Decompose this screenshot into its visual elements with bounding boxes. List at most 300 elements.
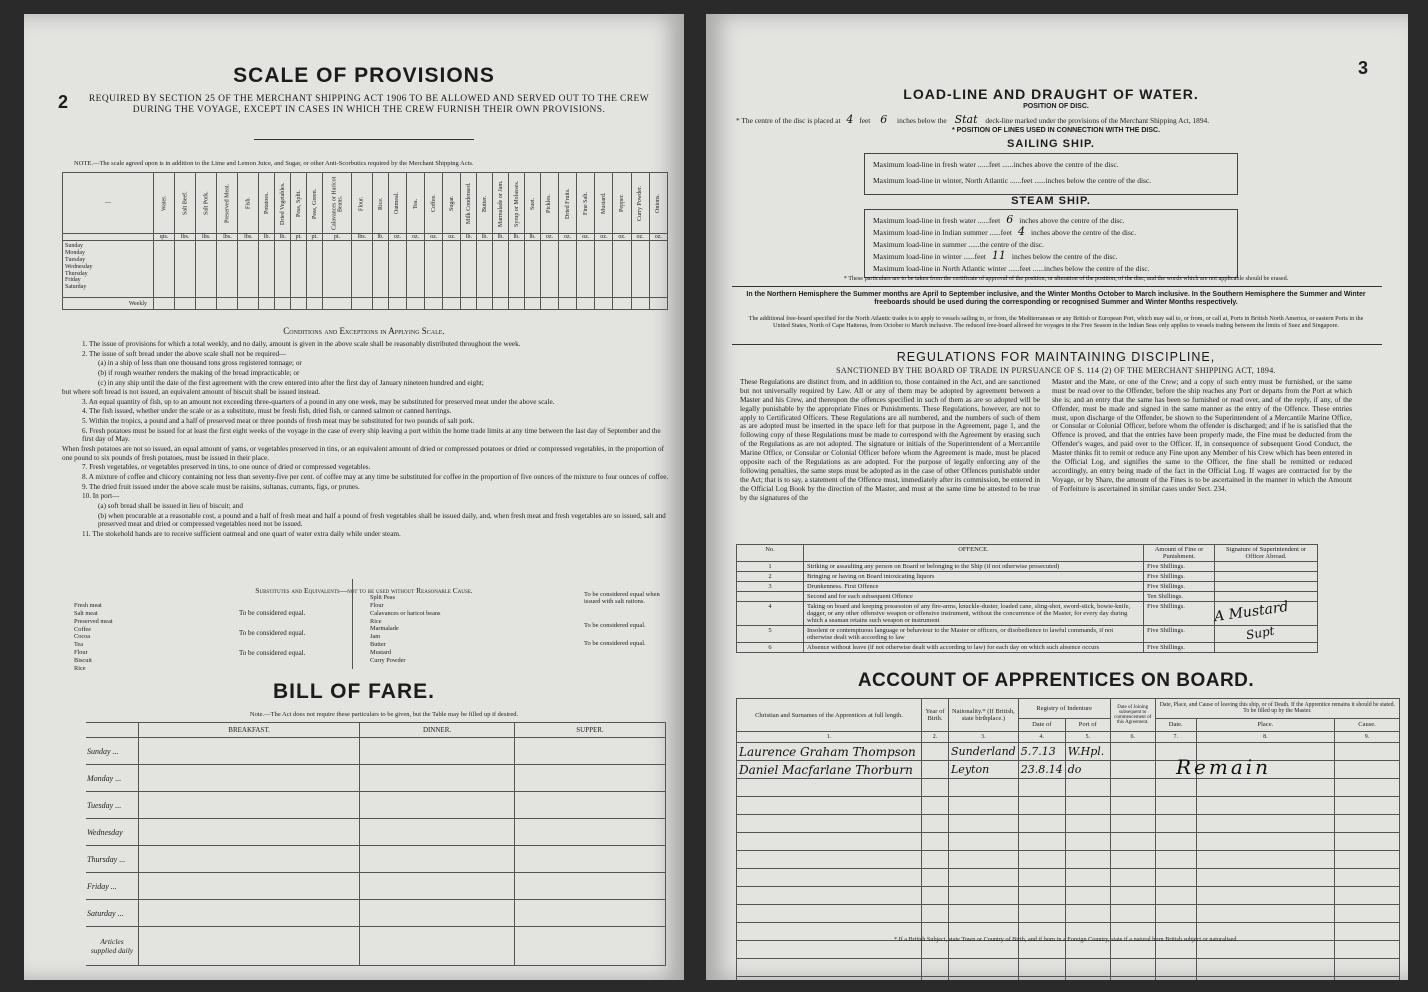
bill-cell[interactable] (360, 738, 515, 765)
provision-column-header: Oatmeal. (388, 173, 406, 234)
condition-item: 5. Within the tropics, a pound and a half of preserved meat or three pounds of fresh meat may be substituted for two pounds of salt pork. (82, 417, 475, 426)
bill-day-label: Monday ... (86, 765, 139, 792)
substitute-item: Preserved meat (74, 617, 113, 625)
apprentice-cell[interactable] (737, 977, 922, 981)
offence-signature-cell (1215, 562, 1318, 572)
apprentice-cell[interactable] (922, 905, 949, 923)
apprentice-cell[interactable] (1335, 959, 1400, 977)
bill-day-label: Wednesday (86, 819, 139, 846)
apprentice-cell[interactable] (737, 869, 922, 887)
apprentice-cell[interactable] (1196, 959, 1334, 977)
apprentice-cell[interactable] (1065, 959, 1110, 977)
bill-of-fare-row (86, 765, 666, 792)
provision-column-header: Flour. (351, 173, 372, 234)
bill-day-label: Thursday ... (86, 846, 139, 873)
apprentice-cell[interactable] (1065, 779, 1110, 797)
bill-day-label: Tuesday ... (86, 792, 139, 819)
provision-day-label: Wednesday (65, 263, 93, 270)
bill-cell[interactable] (514, 846, 665, 873)
apprentice-cell[interactable] (1018, 815, 1065, 833)
provision-unit: pt. (291, 234, 307, 241)
substitute-item: Butter (370, 641, 386, 649)
apprentice-cell[interactable] (737, 851, 922, 869)
appr-reg-date-header: Date of (1018, 718, 1065, 731)
offence-fine: Five Shillings. (1144, 562, 1215, 572)
apprentice-cell[interactable] (1196, 779, 1334, 797)
provision-day-label: Monday (65, 249, 85, 256)
appr-col-number: 7. (1155, 732, 1196, 743)
offence-fine: Five Shillings. (1144, 582, 1215, 592)
apprentice-date: 5.7.13 (1020, 745, 1056, 758)
apprentice-cell[interactable] (1065, 743, 1110, 761)
offence-fine: Five Shillings. (1144, 626, 1215, 643)
scale-of-provisions-title: SCALE OF PROVISIONS (233, 64, 495, 87)
apprentice-cell[interactable] (1335, 905, 1400, 923)
apprentice-cell[interactable] (922, 833, 949, 851)
offence-fine: Five Shillings. (1144, 602, 1215, 626)
apprentice-nationality: Leyton (951, 763, 990, 776)
provision-column-header: Rice. (373, 173, 389, 234)
offence-number: 1 (737, 562, 804, 572)
bill-cell[interactable] (139, 900, 360, 927)
apprentice-cell[interactable] (949, 887, 1019, 905)
apprentice-cell[interactable] (1018, 959, 1065, 977)
bill-cell[interactable] (360, 927, 515, 966)
appr-name-header: Christian and Surnames of the Apprentices at full length. (737, 699, 922, 732)
apprentice-row (737, 959, 1400, 977)
provisions-subtitle: REQUIRED BY SECTION 25 OF THE MERCHANT SHIPPING ACT 1906 TO BE ALLOWED AND SERVED OUT TO THE CREW DURING THE VOYAGE, EXCEPT IN CASES IN WHICH THE CREW FURNISH THEIR OWN PROVISIONS. (88, 94, 650, 115)
offence-fine: Ten Shillings. (1144, 592, 1215, 602)
apprentice-cell[interactable] (1065, 905, 1110, 923)
apprentice-cell[interactable] (737, 797, 922, 815)
apprentice-cell[interactable] (1196, 833, 1334, 851)
provision-column-header: Salt Beef. (175, 173, 196, 234)
offence-row (737, 626, 1318, 643)
page-number-left: 2 (58, 92, 69, 112)
apprentice-cell[interactable] (1155, 959, 1196, 977)
condition-item: 3. An equal quantity of fish, up to an amount not exceeding three-quarters of a pound in any one week, may be substituted for preserved meat under the above scale. (82, 397, 555, 406)
apprentice-cell[interactable] (1155, 833, 1196, 851)
apprentice-cell[interactable] (1110, 905, 1155, 923)
provision-unit: oz. (559, 234, 577, 241)
meal-supper-header: SUPPER. (514, 723, 665, 738)
apprentice-cell[interactable] (1110, 761, 1155, 779)
condition-item: 2. The issue of soft bread under the above scale shall not be required— (82, 349, 287, 358)
apprentice-cell[interactable] (737, 779, 922, 797)
provision-unit: oz. (595, 234, 613, 241)
apprentice-cell[interactable] (1065, 887, 1110, 905)
provision-unit: lb. (477, 234, 493, 241)
provision-day-label: Friday (65, 277, 81, 284)
provision-unit: lb. (525, 234, 541, 241)
provision-day-label: Sunday (65, 243, 83, 249)
apprentice-cell[interactable] (922, 797, 949, 815)
lines-position-label: * POSITION OF LINES USED IN CONNECTION WITH THE DISC. (951, 127, 1161, 134)
steam-loadline-row: Maximum load-line in summer ......the centre of the disc. (873, 240, 1044, 249)
condition-item: but where soft bread is not issued, an equivalent amount of biscuit shall be issued instead. (62, 388, 321, 397)
bill-day-label: Saturday ... (86, 900, 139, 927)
offence-signature-cell (1215, 592, 1318, 602)
offence-text: Drunkenness. First Offence (804, 582, 1144, 592)
apprentice-cell[interactable] (1155, 815, 1196, 833)
apprentice-cell[interactable] (1110, 797, 1155, 815)
appr-leave-place-header: Place. (1196, 718, 1334, 731)
apprentice-cell[interactable] (1155, 887, 1196, 905)
bill-cell[interactable] (139, 873, 360, 900)
provision-column-header: Milk Condensed. (461, 173, 477, 234)
steam-ship-title: STEAM SHIP. (1011, 195, 1091, 207)
bill-cell[interactable] (360, 819, 515, 846)
apprentice-cell[interactable] (1018, 833, 1065, 851)
apprentice-cell[interactable] (1110, 833, 1155, 851)
apprentice-cell[interactable] (1110, 815, 1155, 833)
apprentice-cell[interactable] (1196, 797, 1334, 815)
apprentice-cell[interactable] (922, 869, 949, 887)
substitute-item: Flour (74, 649, 88, 657)
offence-row (737, 592, 1318, 602)
condition-item: (c) in any ship until the date of the first agreement with the crew entered into after the first day of January nineteen hundred and eight; (98, 378, 484, 387)
apprentice-cell[interactable] (1065, 869, 1110, 887)
apprentice-date: 23.8.14 (1020, 763, 1063, 776)
meal-breakfast-header: BREAKFAST. (139, 723, 360, 738)
provisions-weekly-label: Weekly (63, 298, 154, 310)
bill-cell[interactable] (139, 819, 360, 846)
apprentice-cell[interactable] (1110, 743, 1155, 761)
apprentice-row (737, 851, 1400, 869)
apprentice-cell[interactable] (1065, 851, 1110, 869)
provision-column-header: Potatoes. (259, 173, 275, 234)
apprentice-cell[interactable] (1018, 869, 1065, 887)
apprentice-cell[interactable] (1155, 797, 1196, 815)
provision-column-header: Butter. (477, 173, 493, 234)
apprentice-cell[interactable] (1018, 887, 1065, 905)
provision-unit: pt. (307, 234, 323, 241)
appr-col-number: 2. (922, 732, 949, 743)
appr-col-number: 4. (1018, 732, 1065, 743)
provision-unit: oz. (443, 234, 461, 241)
bill-cell[interactable] (360, 873, 515, 900)
apprentice-cell[interactable] (1155, 779, 1196, 797)
condition-item: (a) in a ship of less than one thousand tons gross registered tonnage; or (98, 359, 302, 368)
disc-feet-value: 4 (846, 113, 854, 126)
bill-of-fare-row (86, 873, 666, 900)
apprentice-cell[interactable] (1335, 815, 1400, 833)
apprentice-cell[interactable] (737, 959, 922, 977)
apprentice-row (737, 779, 1400, 797)
disc-inches-value: 6 (880, 113, 888, 126)
steam-loadline-row: Maximum load-line in fresh water ......feet 6 inches above the centre of the disc. (873, 213, 1125, 226)
remain-note: Remain (1176, 755, 1272, 779)
apprentice-cell[interactable] (949, 743, 1019, 761)
condition-item: 8. A mixture of coffee and chicory containing not less than seventy-five per cent. of coffee may at any time be substituted for coffee in the proportion of five ounces of the mixture to four ounces of coffee. (82, 472, 669, 481)
provisions-note: NOTE.—The scale agreed upon is in addition to the Lime and Lemon Juice, and Sugar, or other Anti-Scorbutics required by the Merchant Shipping Acts. (74, 160, 474, 167)
substitute-item: Coffee (74, 625, 92, 633)
apprentice-cell[interactable] (1018, 743, 1065, 761)
apprentice-cell[interactable] (1335, 851, 1400, 869)
provision-unit: oz. (425, 234, 443, 241)
apprentice-cell[interactable] (1196, 887, 1334, 905)
apprentice-cell[interactable] (1065, 977, 1110, 981)
apprentice-cell[interactable] (949, 869, 1019, 887)
offence-row (737, 643, 1318, 653)
apprentice-cell[interactable] (1196, 851, 1334, 869)
apprentice-cell[interactable] (1018, 905, 1065, 923)
apprentice-cell[interactable] (922, 779, 949, 797)
substitute-item: Biscuit (74, 657, 92, 665)
appr-col-number: 1. (737, 732, 922, 743)
provision-column-header: Fine Salt. (577, 173, 595, 234)
equal-text-1: To be considered equal. (239, 609, 306, 617)
substitutes-left-list (74, 602, 234, 673)
apprentice-row (737, 815, 1400, 833)
apprentice-cell[interactable] (949, 977, 1019, 981)
bill-cell[interactable] (514, 765, 665, 792)
apprentice-cell[interactable] (1065, 761, 1110, 779)
provision-unit: lb. (259, 234, 275, 241)
apprentice-cell[interactable] (922, 977, 949, 981)
provision-unit: lb. (373, 234, 389, 241)
apprentice-cell[interactable] (1110, 977, 1155, 981)
disc-sentence: * The centre of the disc is placed at 4 feet 6 inches below the Stat deck-line marked under the provisions of the Merchant Shipping Act, 1894. (736, 113, 1210, 126)
discipline-subtitle: SANCTIONED BY THE BOARD OF TRADE IN PURSUANCE OF S. 114 (2) OF THE MERCHANT SHIPPING ACT, 1894. (836, 366, 1276, 375)
offence-table (736, 544, 1318, 653)
substitute-item: Calavances or haricot beans (370, 609, 441, 617)
provision-unit: oz. (388, 234, 406, 241)
apprentice-cell[interactable] (922, 851, 949, 869)
apprentice-cell[interactable] (922, 815, 949, 833)
apprentice-port: W.Hpl. (1067, 745, 1105, 758)
apprentice-cell[interactable] (1018, 779, 1065, 797)
bill-cell[interactable] (139, 846, 360, 873)
apprentice-cell[interactable] (1110, 869, 1155, 887)
offence-fine: Five Shillings. (1144, 572, 1215, 582)
substitute-item: Rice (370, 617, 382, 625)
bill-cell[interactable] (514, 900, 665, 927)
apprentice-cell[interactable] (737, 887, 922, 905)
provision-day-label: Tuesday (65, 256, 86, 263)
appr-col-number: 5. (1065, 732, 1110, 743)
substitute-item: Rice (74, 664, 86, 672)
apprentice-cell[interactable] (1196, 905, 1334, 923)
provision-unit: oz. (577, 234, 595, 241)
provision-unit: lbs. (238, 234, 259, 241)
offence-signature-supt: Supt (1245, 623, 1276, 643)
apprentice-cell[interactable] (949, 905, 1019, 923)
bill-of-fare-row (86, 927, 666, 966)
apprentice-cell[interactable] (1155, 977, 1196, 981)
equal-salt-text: To be considered equal when issued with salt rations. (584, 591, 660, 606)
right-page (706, 14, 1408, 980)
steam-loadline-row: Maximum load-line in winter ......feet 11 inches below the centre of the disc. (873, 249, 1118, 262)
apprentice-cell[interactable] (737, 761, 922, 779)
apprentice-cell[interactable] (1196, 977, 1334, 981)
bill-of-fare-row (86, 792, 666, 819)
bill-cell[interactable] (514, 819, 665, 846)
provision-day-label: Thursday (65, 270, 88, 277)
apprentice-cell[interactable] (949, 851, 1019, 869)
bill-of-fare-row (86, 900, 666, 927)
apprentice-row (737, 869, 1400, 887)
provision-column-header: Pepper. (613, 173, 631, 234)
apprentice-cell[interactable] (1155, 851, 1196, 869)
substitute-item: Mustard (370, 649, 391, 657)
steam-handwritten-value: 4 (1017, 225, 1025, 238)
discipline-column-1: These Regulations are distinct from, and in addition to, those contained in the Act, and are sanctioned but not universally required by Law. All or any of them may be adopted by agreement between a Master and his Crew, and thereupon the offences specified in such of them as are so adopted will be legally punishable by the appropriate Fines or Punishments. These Regulations, however, are not to apply to Certificated Officers. These Regulations are all numbered, and the numbers of such of them as are adopted must be inserted in the space left for that purpose in the Agreement, page 1, and the following copy of these Regulations must be made to correspond with the Agreement by erasing such of the Regulations as are not adopted. The signature or initials of the Superintendent of a Mercantile Marine Office, or Consular or Colonial Officer before whom the Agreement is made, must be placed opposite each of the Regulations as are adopted. For the purpose of legally enforcing any of the following penalties, the same steps must be adopted as in the case of other Offences punishable under the Act; that is to say, a statement of the Offence must, immediately after its commission, be entered in the Official Log Book by the direction of the Master, and must at the same time be attested to be true by the signatures of the (740, 377, 1040, 502)
bill-cell[interactable] (514, 873, 665, 900)
appr-col-number: 8. (1196, 732, 1334, 743)
apprentice-nationality: Sunderland (951, 745, 1016, 758)
condition-item: When fresh potatoes are not so issued, an equal amount of yams, or vegetables preserved in tins, or an equivalent amount of dried or compressed potatoes or dried or compressed vegetables, in the proportion of one pound to six pounds of fresh potatoes, must be issued in their place. (62, 445, 664, 462)
provision-unit: oz. (407, 234, 425, 241)
offence-no-header: No. (737, 545, 804, 562)
discipline-title: REGULATIONS FOR MAINTAINING DISCIPLINE, (896, 350, 1216, 364)
apprentice-cell[interactable] (922, 743, 949, 761)
apprentice-cell[interactable] (737, 815, 922, 833)
provision-column-header: Calavances or Haricot Beans. (323, 173, 352, 234)
conditions-list (62, 340, 672, 539)
provision-column-header: Tea. (407, 173, 425, 234)
discipline-column-2: Master and the Mate, or one of the Crew; and a copy of such entry must be furnished, or the same must be read over to the Offender, before the ship reaches any Port or departs from the Port at which she is; and an entry that the same has been so furnished or read over, and of the reply, if any, of the Offender, must be made and signed in the same manner as the entry of the Offence. These entries must, upon discharge of the Offender, be shown to the Superintendent of a Mercantile Marine Office, or Consular or Colonial Officer, before whom the offender is discharged; and if he is satisfied that the Offence is proved, and that the entries have been properly made, the Fine must be deducted from the Offender's wages, and paid over to the Officer. If, in consequence of subsequent Good Conduct, the Master thinks fit to remit or reduce any Fine upon any Member of his Crew which has been entered in the Official Log, and signifies the same to the Officer, the fine shall be remitted or reduced accordingly, an entry being made of the fact in the Official Log. If wages are contracted for by the Voyage, or by Share, the amount of the Fines is to be ascertained in the manner in which the Amount of Forfeiture is ascertained in similar cases under Sect. 234. (1052, 377, 1352, 493)
offence-text: Taking on board and keeping possession of any fire-arms, knuckle-duster, loaded cane, sling-shot, sword-stick, bowie-knife, dagger, or any other offensive weapon or offensive instrument, without the concurrence of the Master, for every day during which a seaman retains such weapon or instrument (804, 602, 1144, 626)
provision-unit: lbs. (175, 234, 196, 241)
offence-header: OFFENCE. (804, 545, 1144, 562)
bill-cell[interactable] (514, 792, 665, 819)
provision-unit: oz. (631, 234, 649, 241)
apprentices-footnote: * If a British Subject, state Town or Country of Birth, and if born in a Foreign Country, state if a natural born British subject or naturalised. (893, 936, 1239, 943)
apprentice-cell[interactable] (949, 833, 1019, 851)
signature-header: Signature of Superintendent or Officer Abroad. (1215, 545, 1318, 562)
offence-number: 5 (737, 626, 804, 643)
apprentice-cell[interactable] (1110, 779, 1155, 797)
bill-cell[interactable] (139, 927, 360, 966)
apprentice-cell[interactable] (1018, 851, 1065, 869)
substitutes-right-list (370, 594, 550, 665)
appr-leave-cause-header: Cause. (1335, 718, 1400, 731)
provision-unit: oz. (649, 234, 667, 241)
apprentice-cell[interactable] (1335, 977, 1400, 981)
equal-text-5: To be considered equal. (584, 640, 646, 647)
apprentice-cell[interactable] (1335, 779, 1400, 797)
loadline-footnote: * These particulars are to be taken from the certificate of approval of the position, or alteration of the position, of the disc, and the words which are not applicable should be erased. (843, 275, 1289, 282)
provision-column-header: Pickles. (540, 173, 558, 234)
apprentice-cell[interactable] (1196, 869, 1334, 887)
substitute-item: Fresh meat (74, 602, 102, 609)
provision-column-header: Mustard. (595, 173, 613, 234)
substitute-item: Cocoa (74, 633, 91, 641)
apprentice-cell[interactable] (949, 959, 1019, 977)
bill-of-fare-table (86, 722, 666, 966)
left-page (24, 14, 684, 980)
apprentice-cell[interactable] (1110, 887, 1155, 905)
apprentice-cell[interactable] (737, 905, 922, 923)
condition-item: 10. In port— (82, 492, 120, 501)
appr-col-number: 9. (1335, 732, 1400, 743)
provision-column-header: Salt Pork. (196, 173, 217, 234)
apprentice-cell[interactable] (1335, 797, 1400, 815)
provision-column-header: Peas, Split. (291, 173, 307, 234)
provision-column-header: Water. (154, 173, 175, 234)
bill-cell[interactable] (139, 792, 360, 819)
apprentice-cell[interactable] (949, 761, 1019, 779)
offence-number (737, 592, 804, 602)
apprentice-cell[interactable] (1065, 815, 1110, 833)
bill-cell[interactable] (360, 765, 515, 792)
disc-position-label: POSITION OF DISC. (1023, 103, 1089, 110)
apprentice-row (737, 887, 1400, 905)
condition-item: (b) when procurable at a reasonable cost, a pound and a half of fresh meat and half a pound of fresh vegetables shall be issued daily, and, when fresh meat and fresh vegetables are so issued, salt and preserved meat and dried or compressed vegetables need not be issued. (98, 511, 666, 529)
apprentice-cell[interactable] (922, 761, 949, 779)
apprentice-cell[interactable] (1110, 959, 1155, 977)
apprentice-row (737, 761, 1400, 779)
apprentice-cell[interactable] (1335, 761, 1400, 779)
offence-text: Striking or assaulting any person on Board or belonging to the Ship (if not otherwise prosecuted) (804, 562, 1144, 572)
bill-of-fare-row (86, 738, 666, 765)
equal-text-4: To be considered equal. (584, 622, 646, 629)
provision-column-header: Dried Vegetables. (275, 173, 291, 234)
provision-column-header: Sugar. (443, 173, 461, 234)
substitutes-title: Substitutes and Equivalents—not to be used without Reasonable Cause. (255, 586, 473, 595)
provision-column-header: Coffee. (425, 173, 443, 234)
substitute-item: Tea (74, 641, 83, 649)
substitute-item: Curry Powder (370, 656, 406, 664)
apprentice-cell[interactable] (1335, 869, 1400, 887)
apprentice-cell[interactable] (1018, 977, 1065, 981)
apprentice-cell[interactable] (922, 959, 949, 977)
apprentice-cell[interactable] (1018, 797, 1065, 815)
offence-text: Second and for each subsequent Offence (804, 592, 1144, 602)
bill-cell[interactable] (139, 765, 360, 792)
apprentice-cell[interactable] (1110, 851, 1155, 869)
bill-cell[interactable] (360, 846, 515, 873)
apprentices-title: ACCOUNT OF APPRENTICES ON BOARD. (857, 670, 1255, 691)
apprentice-cell[interactable] (1335, 743, 1400, 761)
provision-unit: oz. (613, 234, 631, 241)
provision-column-header: Preserved Meat. (217, 173, 238, 234)
apprentice-cell[interactable] (1155, 869, 1196, 887)
bill-cell[interactable] (139, 738, 360, 765)
apprentice-cell[interactable] (1065, 833, 1110, 851)
bill-day-label: Friday ... (86, 873, 139, 900)
apprentice-cell[interactable] (1155, 905, 1196, 923)
apprentice-cell[interactable] (737, 743, 922, 761)
apprentice-cell[interactable] (1196, 815, 1334, 833)
apprentice-cell[interactable] (1065, 797, 1110, 815)
provision-unit: lbs. (196, 234, 217, 241)
bill-cell[interactable] (514, 738, 665, 765)
freeboard-text: The additional free-board specified for the North Atlantic trades is to apply to vessels sailing to, or from, the Mediterranean or any British or European Port, which may sail to, or from, or call at, Ports in British North America, or eastern Ports in the United States, North of Cape Hatteras, from October to March inclusive. The reduced free-board allowed for voyages in the Free Season in the Indian Seas only applies to vessels trading between the limits of Suez and Singapore. (748, 315, 1364, 329)
condition-item: 1. The issue of provisions for which a total weekly, and no daily, amount is given in the above scale shall be reasonably distributed throughout the week. (82, 340, 521, 348)
apprentice-cell[interactable] (1335, 887, 1400, 905)
apprentice-cell[interactable] (737, 833, 922, 851)
apprentice-cell[interactable] (922, 887, 949, 905)
provision-unit: lbs. (217, 234, 238, 241)
condition-item: 9. The dried fruit issued under the above scale must be raisins, sultanas, currants, figs, or prunes. (82, 482, 360, 491)
apprentice-cell[interactable] (949, 797, 1019, 815)
provision-day-label: Saturday (65, 284, 87, 291)
bill-cell[interactable] (514, 927, 665, 966)
offence-text: Insolent or contemptuous language or behaviour to the Master or officers, or disobedience to lawful commands, if not otherwise dealt with according to law (804, 626, 1144, 643)
bill-cell[interactable] (360, 792, 515, 819)
apprentice-cell[interactable] (1018, 761, 1065, 779)
steam-ship-box (864, 209, 1238, 278)
apprentice-port: do (1067, 763, 1082, 776)
apprentice-cell[interactable] (949, 779, 1019, 797)
bill-cell[interactable] (360, 900, 515, 927)
apprentice-cell[interactable] (949, 815, 1019, 833)
condition-item: (b) if rough weather renders the making of the bread impracticable; or (98, 368, 300, 377)
apprentice-cell[interactable] (1335, 833, 1400, 851)
conditions-title: Conditions and Exceptions in Applying Scale. (283, 326, 445, 336)
